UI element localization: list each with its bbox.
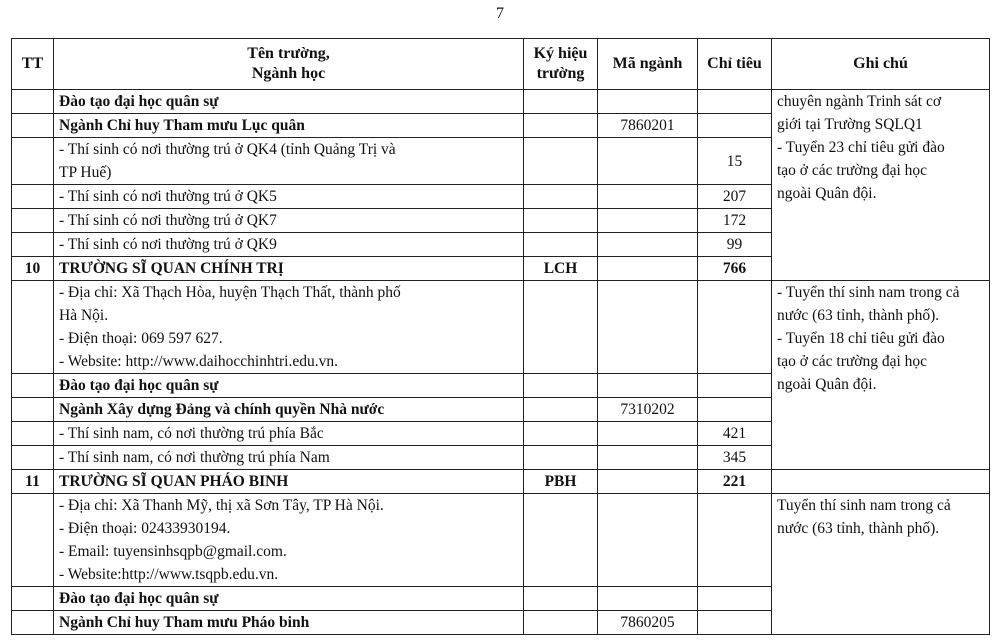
header-major-code: Mã ngành <box>598 39 698 90</box>
header-school-code: Ký hiệu trường <box>524 39 598 90</box>
header-tt: TT <box>12 39 54 90</box>
school-contact: - Địa chỉ: Xã Thạch Hòa, huyện Thạch Thất, thành phố Hà Nội. - Điện thoại: 069 597 627. - Website: http://www.daihocchinhtri.edu.vn. <box>54 281 524 374</box>
major-code: 7310202 <box>598 398 698 422</box>
major-name: Ngành Xây dựng Đảng và chính quyền Nhà nước <box>54 398 524 422</box>
header-row <box>12 39 990 90</box>
school-quota: 766 <box>698 257 772 281</box>
note-cell: Tuyển thí sinh nam trong cả nước (63 tỉnh, thành phố). <box>772 494 990 635</box>
quota-value: 15 <box>698 138 772 185</box>
candidate-group: - Thí sinh nam, có nơi thường trú phía Nam <box>54 446 524 470</box>
candidate-group: - Thí sinh có nơi thường trú ở QK4 (tỉnh Quảng Trị và TP Huế) <box>54 138 524 185</box>
school-index: 11 <box>12 470 54 494</box>
training-label: Đào tạo đại học quân sự <box>54 587 524 611</box>
note-cell: chuyên ngành Trinh sát cơ giới tại Trường SQLQ1 - Tuyển 23 chỉ tiêu gửi đào tạo ở các trường đại học ngoài Quân đội. <box>772 90 990 281</box>
quota-value: 99 <box>698 233 772 257</box>
quota-value: 421 <box>698 422 772 446</box>
candidate-group: - Thí sinh nam, có nơi thường trú phía Bắc <box>54 422 524 446</box>
school-quota: 221 <box>698 470 772 494</box>
training-label: Đào tạo đại học quân sự <box>54 90 524 114</box>
header-quota: Chỉ tiêu <box>698 39 772 90</box>
major-code: 7860205 <box>598 611 698 635</box>
header-note: Ghi chú <box>772 39 990 90</box>
training-label: Đào tạo đại học quân sự <box>54 374 524 398</box>
quota-value: 207 <box>698 185 772 209</box>
header-name: Tên trường, Ngành học <box>54 39 524 90</box>
page-number: 7 <box>496 5 504 22</box>
candidate-group: - Thí sinh có nơi thường trú ở QK9 <box>54 233 524 257</box>
school-contact: - Địa chỉ: Xã Thanh Mỹ, thị xã Sơn Tây, TP Hà Nội. - Điện thoại: 02433930194. - Email: tuyensinhsqpb@gmail.com. - Website:http://www.tsqpb.edu.vn. <box>54 494 524 587</box>
school-name: TRƯỜNG SĨ QUAN PHÁO BINH <box>54 470 524 494</box>
school-code: LCH <box>524 257 598 281</box>
school-row <box>12 470 990 494</box>
note-cell: - Tuyển thí sinh nam trong cả nước (63 tỉnh, thành phố). - Tuyển 18 chỉ tiêu gửi đào tạo ở các trường đại học ngoài Quân đội. <box>772 281 990 470</box>
major-code: 7860201 <box>598 114 698 138</box>
major-name: Ngành Chỉ huy Tham mưu Pháo binh <box>54 611 524 635</box>
school-name: TRƯỜNG SĨ QUAN CHÍNH TRỊ <box>54 257 524 281</box>
candidate-group: - Thí sinh có nơi thường trú ở QK5 <box>54 185 524 209</box>
table-row <box>12 90 990 114</box>
school-index: 10 <box>12 257 54 281</box>
admission-table <box>11 38 990 635</box>
candidate-group: - Thí sinh có nơi thường trú ở QK7 <box>54 209 524 233</box>
school-code: PBH <box>524 470 598 494</box>
quota-value: 172 <box>698 209 772 233</box>
quota-value: 345 <box>698 446 772 470</box>
table-row <box>12 281 990 374</box>
table-row <box>12 494 990 587</box>
major-name: Ngành Chỉ huy Tham mưu Lục quân <box>54 114 524 138</box>
